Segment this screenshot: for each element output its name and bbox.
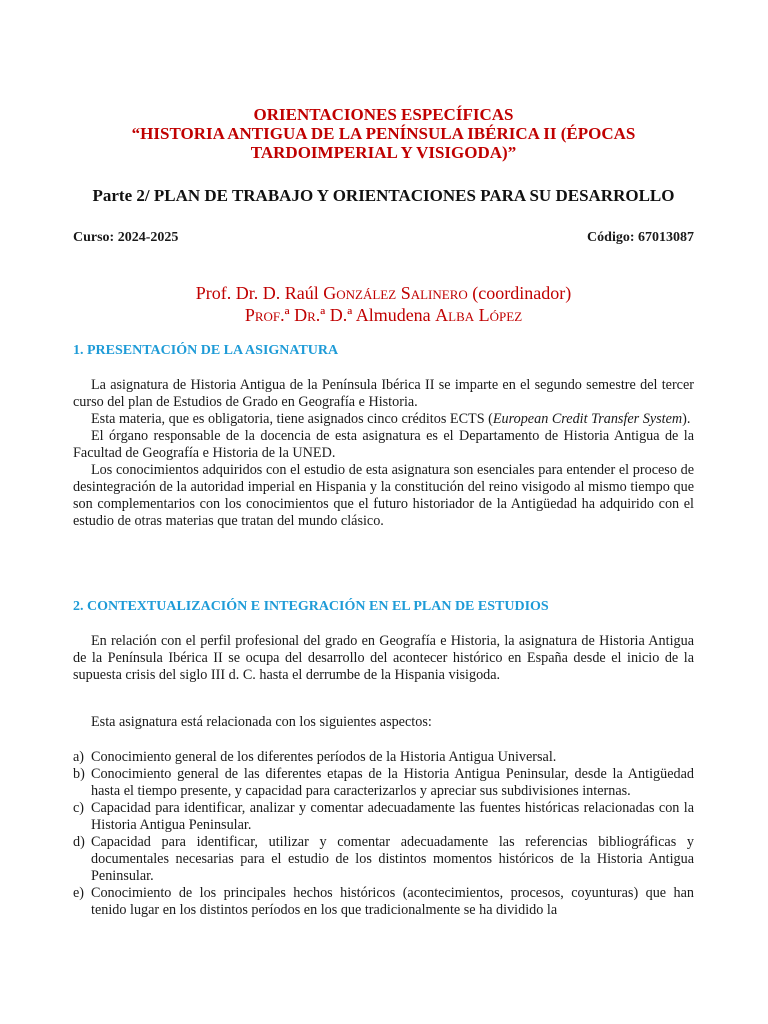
- title-line-1: ORIENTACIONES ESPECÍFICAS: [253, 105, 514, 124]
- author-2-surname: Alba López: [435, 305, 523, 325]
- section-1-paragraph-1: La asignatura de Historia Antigua de la Península Ibérica II se imparte en el segundo semestre del tercer curso del plan de Estudios de Grado en Geografía e Historia.: [73, 377, 694, 410]
- section-2-paragraph-2: [73, 714, 694, 731]
- section-1-heading: 1. PRESENTACIÓN DE LA ASIGNATURA: [73, 343, 339, 358]
- section-2-paragraph-2-text: Esta asignatura está relacionada con los siguientes aspectos:: [91, 714, 432, 730]
- list-item-label: a): [73, 749, 85, 765]
- list-item-text: Capacidad para identificar, utilizar y comentar adecuadamente las referencias bibliográficas y documentales necesarias para el estudio de los distintos momentos históricos de la Historia Antigua Peninsular.: [91, 834, 694, 884]
- title-line-3: TARDOIMPERIAL Y VISIGODA)”: [250, 143, 517, 162]
- list-item: [73, 749, 694, 766]
- author-2: [73, 304, 694, 326]
- list-item: [73, 766, 694, 800]
- author-1-surname: González Salinero: [323, 283, 468, 303]
- list-item-label: b): [73, 766, 85, 782]
- author-1: [73, 282, 694, 304]
- section-1-paragraph-2: [73, 411, 694, 428]
- author-1-prefix: Prof. Dr. D. Raúl: [195, 283, 324, 303]
- course-code: Código: 67013087: [587, 230, 694, 245]
- list-item: [73, 834, 694, 885]
- section-1-paragraph-3: El órgano responsable de la docencia de esta asignatura es el Departamento de Historia Antigua de la Facultad de Geografía e Historia de la UNED.: [73, 428, 694, 461]
- course-meta: [73, 230, 694, 246]
- authors-block: [73, 282, 694, 326]
- part-title: Parte 2/ PLAN DE TRABAJO Y ORIENTACIONES PARA SU DESARROLLO: [92, 186, 675, 205]
- list-item-text: Conocimiento general de los diferentes períodos de la Historia Antigua Universal.: [91, 749, 557, 765]
- list-item: [73, 800, 694, 834]
- title-line-2: “HISTORIA ANTIGUA DE LA PENÍNSULA IBÉRICA II (ÉPOCAS: [131, 124, 636, 143]
- list-item: [73, 885, 694, 919]
- section-2-heading: 2. CONTEXTUALIZACIÓN E INTEGRACIÓN EN EL PLAN DE ESTUDIOS: [73, 599, 549, 614]
- author-2-title: Prof.ª Dr.ª: [244, 305, 326, 325]
- paragraph-2-text-a: Esta materia, que es obligatoria, tiene asignados cinco créditos ECTS (: [91, 411, 493, 427]
- list-item-label: d): [73, 834, 85, 850]
- author-1-role: (coordinador): [467, 283, 572, 303]
- list-item-label: c): [73, 800, 85, 816]
- list-item-text: Conocimiento general de las diferentes etapas de la Historia Antigua Peninsular, desde la Antigüedad hasta el tiempo presente, y capacidad para caracterizarlos y apreciar sus subdivisiones internas.: [91, 766, 694, 799]
- list-item-text: Conocimiento de los principales hechos históricos (acontecimientos, procesos, coyunturas) que han tenido lugar en los distintos períodos en los que tradicionalmente se ha dividido la: [91, 885, 694, 918]
- paragraph-2-text-b: ).: [682, 411, 691, 427]
- section-2-paragraph-1: [73, 633, 694, 684]
- document-title: [73, 105, 694, 162]
- section-2-paragraph-1-text: En relación con el perfil profesional del grado en Geografía e Historia, la asignatura de Historia Antigua de la Península Ibérica II se ocupa del desarrollo del acontecer histórico en España desde el inicio de la supuesta crisis del siglo III d. C. hasta el derrumbe de la Hispania visigoda.: [73, 633, 694, 683]
- section-1-paragraph-4: Los conocimientos adquiridos con el estudio de esta asignatura son esenciales para entender el proceso de desintegración de la autoridad imperial en Hispania y la constitución del reino visigodo al mismo tiempo que son complementarios con los conocimientos que el futuro historiador de la Antigüedad ha adquirido con el estudio de otras materias que tratan del mundo clásico.: [73, 462, 694, 529]
- list-item-text: Capacidad para identificar, analizar y comentar adecuadamente las fuentes históricas relacionadas con la Historia Antigua Peninsular.: [91, 800, 694, 833]
- aspects-list: [73, 749, 694, 919]
- section-1-body: [73, 377, 694, 530]
- course-year: Curso: 2024-2025: [73, 230, 179, 245]
- author-2-name: D.ª Almudena: [325, 305, 436, 325]
- list-item-label: e): [73, 885, 85, 901]
- ects-expansion: European Credit Transfer System: [492, 411, 683, 427]
